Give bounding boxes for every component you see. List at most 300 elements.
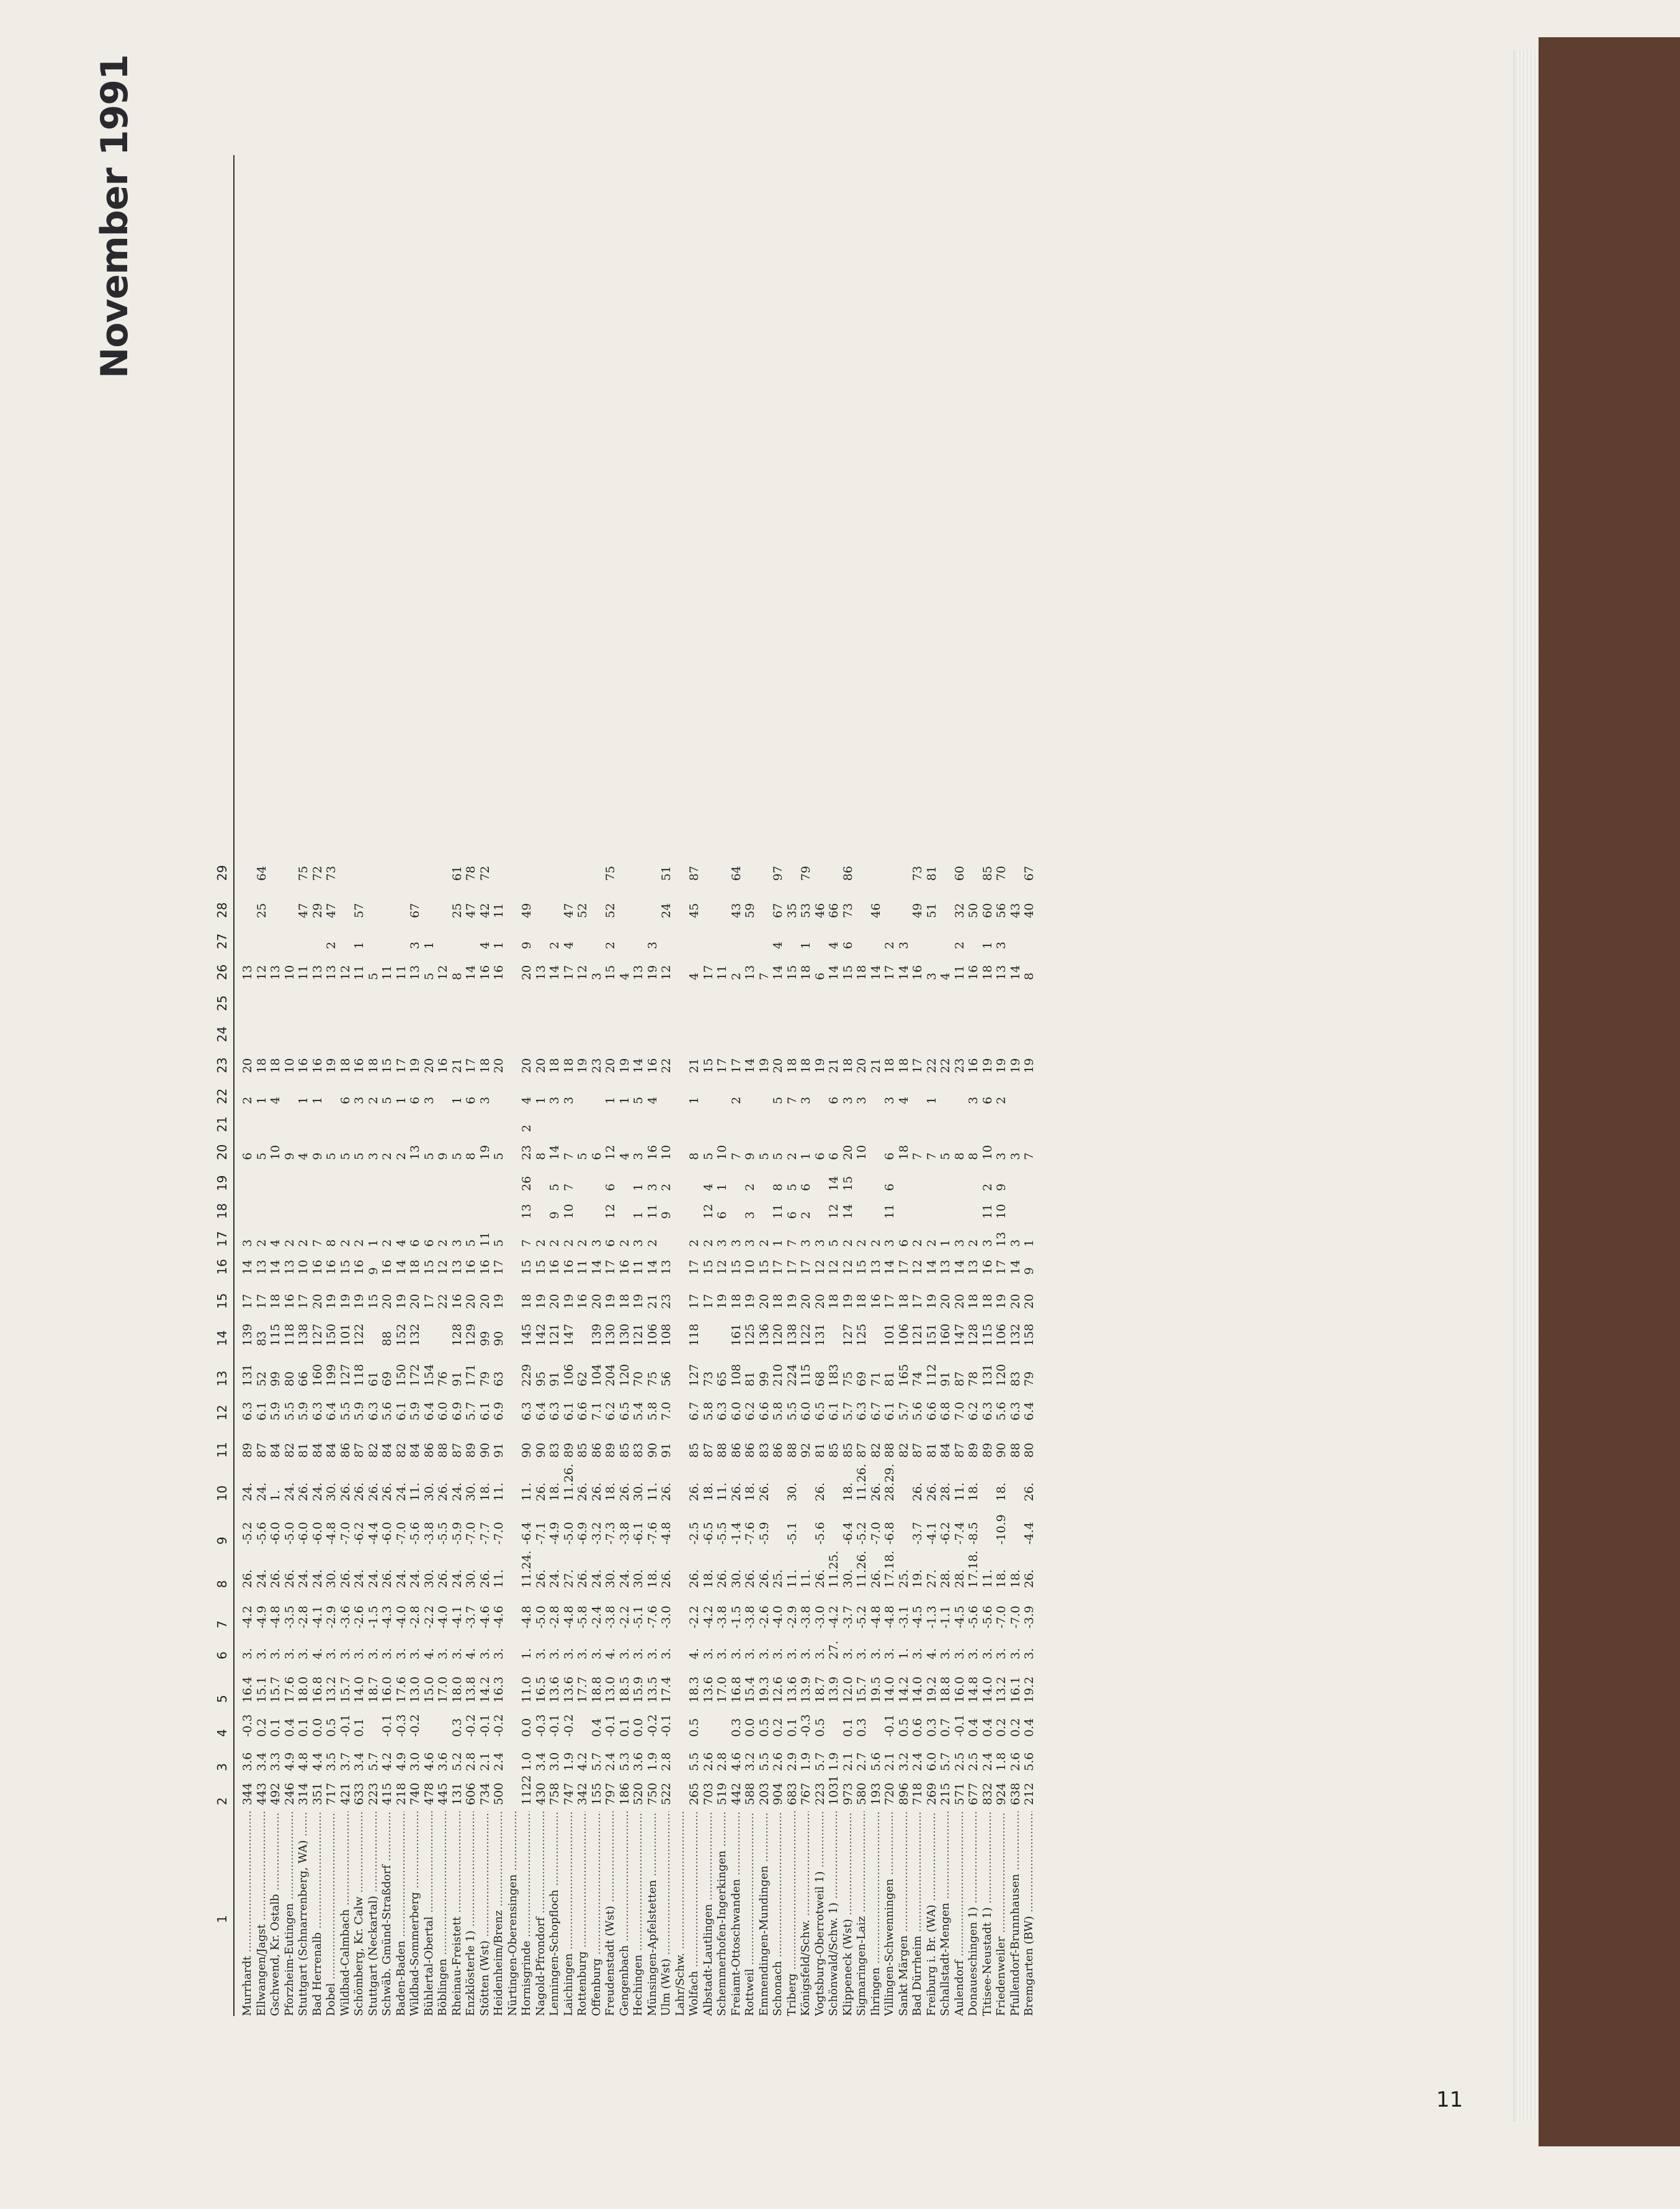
table-cell: 26. xyxy=(687,1569,701,1588)
table-cell: 2 xyxy=(729,1096,743,1104)
table-cell: 19 xyxy=(1008,1058,1022,1073)
table-cell: 78 xyxy=(464,865,478,881)
table-cell: 1 xyxy=(980,941,994,949)
table-row xyxy=(785,155,799,2016)
table-row xyxy=(1009,155,1022,2016)
table-cell: 13 xyxy=(241,965,254,980)
table-cell: 10 xyxy=(659,1145,673,1160)
table-cell: 7 xyxy=(911,1152,924,1160)
table-cell: 9 xyxy=(1022,1267,1036,1275)
table-cell: 25. xyxy=(771,1569,785,1588)
table-cell: 3. xyxy=(408,1648,422,1659)
table-cell: 11.26. xyxy=(855,1463,869,1501)
table-cell: 26. xyxy=(534,1482,548,1501)
table-cell: 6.4 xyxy=(324,1401,338,1421)
table-cell: 118 xyxy=(282,1323,297,1346)
table-cell: 25 xyxy=(450,903,464,918)
table-cell: 0.2 xyxy=(1008,1718,1022,1737)
table-cell: 26. xyxy=(352,1482,366,1501)
table-cell: 4.8 xyxy=(297,1752,310,1771)
table-row xyxy=(687,155,701,2016)
table-cell: 121 xyxy=(911,1323,924,1346)
table-cell: 2.1 xyxy=(883,1752,896,1771)
table-cell: 65 xyxy=(715,1371,729,1386)
table-cell: 81 xyxy=(297,1442,310,1458)
table-cell: -7.0 xyxy=(1008,1605,1022,1628)
table-cell: 24. xyxy=(394,1482,408,1501)
table-cell: 20 xyxy=(478,1293,492,1309)
table-cell: 49 xyxy=(520,903,534,918)
table-cell: 25. xyxy=(896,1569,911,1588)
table-cell: 18 xyxy=(980,1293,994,1309)
table-cell: 2 xyxy=(617,1239,632,1247)
table-cell: 85 xyxy=(576,1442,589,1458)
station-name: Offenburg ..... xyxy=(590,1811,603,2016)
table-cell: 12 xyxy=(701,1203,715,1219)
table-cell: 11 xyxy=(380,965,394,980)
table-cell: 3.4 xyxy=(254,1752,269,1771)
table-cell: 147 xyxy=(952,1323,967,1346)
table-cell: 17 xyxy=(241,1293,254,1309)
table-cell: 18. xyxy=(994,1482,1008,1501)
table-cell: 79 xyxy=(478,1371,492,1386)
table-cell: 20 xyxy=(534,1058,548,1073)
table-cell: 6.4 xyxy=(1022,1401,1036,1421)
table-cell: 19 xyxy=(813,1058,827,1073)
table-cell: 19 xyxy=(492,1293,506,1309)
table-cell: 16 xyxy=(478,1259,492,1275)
table-cell: 71 xyxy=(869,1371,883,1386)
table-cell: 160 xyxy=(310,1363,324,1386)
table-cell: 10 xyxy=(269,1145,282,1160)
table-cell: 81 xyxy=(743,1371,757,1386)
table-cell: -0.1 xyxy=(338,1714,352,1737)
table-cell: 3.0 xyxy=(548,1752,561,1771)
table-cell: 19 xyxy=(478,1145,492,1160)
table-cell: 3. xyxy=(980,1648,994,1659)
table-cell: 19 xyxy=(324,1058,338,1073)
table-cell: 121 xyxy=(548,1323,561,1346)
table-cell: 3 xyxy=(632,1239,645,1247)
table-cell: 683 xyxy=(785,1782,799,1805)
table-cell: 70 xyxy=(632,1371,645,1386)
table-cell: 11 xyxy=(297,965,310,980)
table-cell: 9 xyxy=(436,1152,450,1160)
table-cell: 2.6 xyxy=(771,1752,785,1771)
table-cell: 4.6 xyxy=(729,1752,743,1771)
table-cell: 87 xyxy=(254,1442,269,1458)
table-cell: 106 xyxy=(994,1323,1008,1346)
table-cell: 79 xyxy=(799,865,813,881)
table-cell: 26. xyxy=(380,1482,394,1501)
table-cell: 3. xyxy=(324,1648,338,1659)
station-name: Murrhardt ..... xyxy=(241,1811,254,2016)
table-cell: 6 xyxy=(422,1239,436,1247)
table-cell: 14 xyxy=(883,1259,896,1275)
table-cell: 78 xyxy=(967,1371,980,1386)
table-cell: 0.1 xyxy=(617,1718,632,1737)
table-cell: 26 xyxy=(520,1176,534,1191)
table-cell: 1 xyxy=(534,1096,548,1104)
table-cell: 2 xyxy=(729,972,743,980)
table-cell: 30. xyxy=(324,1482,338,1501)
table-cell: 13 xyxy=(869,1259,883,1275)
table-cell: 131 xyxy=(241,1363,254,1386)
table-cell: 2 xyxy=(394,1152,408,1160)
column-header-16: 16 xyxy=(215,1259,230,1275)
table-cell: 86 xyxy=(338,1442,352,1458)
table-cell: 125 xyxy=(855,1323,869,1346)
table-cell: 15 xyxy=(729,1259,743,1275)
table-cell: 26. xyxy=(813,1569,827,1588)
table-cell: 15 xyxy=(534,1259,548,1275)
table-cell: 17 xyxy=(729,1058,743,1073)
table-cell: 421 xyxy=(338,1782,352,1805)
table-cell: 45 xyxy=(687,903,701,918)
table-cell: 13 xyxy=(282,1259,297,1275)
table-cell: -6.4 xyxy=(520,1522,534,1545)
table-row xyxy=(352,155,366,2016)
table-row xyxy=(702,155,715,2016)
table-cell: 16 xyxy=(967,1058,980,1073)
table-cell: 19. xyxy=(911,1569,924,1588)
table-cell: 69 xyxy=(855,1371,869,1386)
table-cell: 3 xyxy=(994,941,1008,949)
station-name: Wolfach ..... xyxy=(687,1811,700,2016)
table-cell: 24. xyxy=(589,1569,604,1588)
table-cell: 10 xyxy=(980,1145,994,1160)
table-cell: 26. xyxy=(813,1482,827,1501)
column-header-4: 4 xyxy=(215,1729,230,1737)
table-cell: 15 xyxy=(604,965,617,980)
table-cell: 896 xyxy=(896,1782,911,1805)
table-cell: 86 xyxy=(771,1442,785,1458)
table-cell: 18 xyxy=(520,1293,534,1309)
station-name: Hechingen ..... xyxy=(632,1811,645,2016)
table-cell: 30. xyxy=(422,1482,436,1501)
station-name: Schönwald/Schw. 1) ..... xyxy=(827,1811,840,2016)
table-cell: -4.6 xyxy=(492,1605,506,1628)
table-cell: 3 xyxy=(896,941,911,949)
table-cell: 718 xyxy=(911,1782,924,1805)
table-cell: 13 xyxy=(310,965,324,980)
table-cell: 20 xyxy=(771,1058,785,1073)
table-cell: 73 xyxy=(324,865,338,881)
table-cell: 13 xyxy=(254,1259,269,1275)
table-cell: 6.1 xyxy=(827,1401,841,1421)
table-cell: 13 xyxy=(408,1145,422,1160)
table-cell: 68 xyxy=(813,1371,827,1386)
table-cell: 3 xyxy=(1008,1152,1022,1160)
table-cell: 73 xyxy=(701,1371,715,1386)
table-cell: 6.1 xyxy=(254,1401,269,1421)
table-cell: 24. xyxy=(352,1569,366,1588)
table-cell: 30. xyxy=(464,1569,478,1588)
table-cell: 3. xyxy=(338,1648,352,1659)
table-cell: 17 xyxy=(994,1259,1008,1275)
table-cell: 2 xyxy=(855,1239,869,1247)
table-cell: 15.7 xyxy=(269,1676,282,1703)
table-cell: 14 xyxy=(548,965,561,980)
table-cell: 9 xyxy=(282,1152,297,1160)
table-cell: 14 xyxy=(464,965,478,980)
table-cell: 1 xyxy=(254,1096,269,1104)
table-cell: 130 xyxy=(604,1323,617,1346)
table-cell: 14 xyxy=(269,1259,282,1275)
table-cell: 19.2 xyxy=(924,1676,939,1703)
table-cell: 2 xyxy=(799,1211,813,1219)
table-cell: 5.6 xyxy=(1022,1752,1036,1771)
table-cell: 6 xyxy=(813,972,827,980)
table-cell: -2.8 xyxy=(548,1605,561,1628)
column-header-12: 12 xyxy=(215,1404,230,1421)
table-cell: 19 xyxy=(924,1293,939,1309)
table-cell: 26. xyxy=(366,1482,380,1501)
table-cell: 127 xyxy=(841,1323,855,1346)
table-cell: 18 xyxy=(967,1293,980,1309)
table-cell: 16 xyxy=(464,1259,478,1275)
station-name: Sigmaringen-Laiz ..... xyxy=(855,1811,868,2016)
table-cell: 224 xyxy=(785,1363,799,1386)
table-cell: -1.4 xyxy=(729,1522,743,1545)
table-cell: 7 xyxy=(785,1239,799,1247)
table-cell: 6.3 xyxy=(310,1401,324,1421)
table-cell: -7.0 xyxy=(394,1522,408,1545)
table-cell: 14 xyxy=(241,1259,254,1275)
table-cell: 0.4 xyxy=(282,1718,297,1737)
table-cell: 16 xyxy=(478,965,492,980)
table-cell: 17.6 xyxy=(394,1676,408,1703)
table-cell: 18 xyxy=(896,1145,911,1160)
table-cell: 720 xyxy=(883,1782,896,1805)
table-cell: 11 xyxy=(576,1259,589,1275)
table-cell: 28. xyxy=(952,1569,967,1588)
table-cell: 125 xyxy=(743,1323,757,1346)
table-cell: 5.6 xyxy=(380,1401,394,1421)
table-cell: 18. xyxy=(604,1482,617,1501)
table-cell: 1 xyxy=(422,941,436,949)
table-row xyxy=(632,155,645,2016)
table-cell: -4.2 xyxy=(241,1605,254,1628)
table-cell: -7.7 xyxy=(478,1522,492,1545)
table-cell: 10 xyxy=(282,1058,297,1073)
table-cell: 3. xyxy=(380,1648,394,1659)
table-cell: -7.0 xyxy=(994,1605,1008,1628)
table-cell: 5.7 xyxy=(813,1752,827,1771)
table-cell: 6.8 xyxy=(939,1401,952,1421)
table-cell: 19 xyxy=(757,1058,771,1073)
table-cell: 25 xyxy=(254,903,269,918)
table-cell: 13.0 xyxy=(408,1676,422,1703)
table-cell: 0.7 xyxy=(939,1718,952,1737)
station-name: Stötten (Wst) ..... xyxy=(478,1811,491,2016)
table-cell: 61 xyxy=(450,865,464,881)
table-cell: 22 xyxy=(924,1058,939,1073)
table-cell: 519 xyxy=(715,1782,729,1805)
table-cell: -8.5 xyxy=(967,1522,980,1545)
table-cell: 3. xyxy=(911,1648,924,1659)
table-cell: 11.26. xyxy=(561,1463,576,1501)
table-cell: -3.5 xyxy=(282,1605,297,1628)
table-cell: 6.6 xyxy=(576,1401,589,1421)
table-cell: 14 xyxy=(632,1058,645,1073)
table-cell: 5 xyxy=(324,1152,338,1160)
table-cell: 14.8 xyxy=(967,1676,980,1703)
table-cell: 12 xyxy=(715,1259,729,1275)
table-cell: 14.0 xyxy=(352,1676,366,1703)
table-cell: 717 xyxy=(324,1782,338,1805)
table-cell: -2.9 xyxy=(785,1605,799,1628)
table-cell: 24 xyxy=(659,903,673,918)
table-cell: -0.3 xyxy=(799,1714,813,1737)
table-cell: 14.2 xyxy=(478,1676,492,1703)
table-cell: 16 xyxy=(352,1058,366,1073)
table-cell: -7.3 xyxy=(604,1522,617,1545)
table-cell: 6.3 xyxy=(855,1401,869,1421)
table-cell: -5.9 xyxy=(757,1522,771,1545)
table-cell: 17.4 xyxy=(659,1676,673,1703)
table-cell: 18.8 xyxy=(939,1676,952,1703)
table-cell: 17.18. xyxy=(883,1550,896,1588)
table-cell: 18 xyxy=(799,965,813,980)
table-cell: 53 xyxy=(799,903,813,918)
table-cell: 2.5 xyxy=(952,1752,967,1771)
table-cell: 6.4 xyxy=(534,1401,548,1421)
table-cell: 82 xyxy=(366,1442,380,1458)
table-row xyxy=(520,155,534,2016)
table-cell: 265 xyxy=(687,1782,701,1805)
table-cell: -4.0 xyxy=(771,1605,785,1628)
table-cell: 11 xyxy=(980,1203,994,1219)
table-cell: -5.2 xyxy=(855,1522,869,1545)
station-name: Freudenstadt (Wst) ..... xyxy=(604,1811,617,2016)
table-cell: 30. xyxy=(464,1482,478,1501)
table-cell: 2 xyxy=(659,1183,673,1191)
table-cell: 19 xyxy=(352,1293,366,1309)
table-cell: 17 xyxy=(492,1259,506,1275)
table-cell: 16 xyxy=(492,965,506,980)
column-header-5: 5 xyxy=(215,1695,230,1703)
table-cell: 115 xyxy=(269,1323,282,1346)
table-cell: 2.4 xyxy=(980,1752,994,1771)
table-cell: -5.2 xyxy=(855,1605,869,1628)
table-cell: 14 xyxy=(924,1259,939,1275)
table-cell: 17 xyxy=(561,965,576,980)
table-cell: 13 xyxy=(408,965,422,980)
table-cell: 6 xyxy=(883,1183,896,1191)
table-cell: 131 xyxy=(813,1323,827,1346)
table-cell: 18.0 xyxy=(297,1676,310,1703)
table-cell: 5 xyxy=(422,1152,436,1160)
table-cell: 19 xyxy=(841,1293,855,1309)
table-cell: 2.6 xyxy=(701,1752,715,1771)
table-cell: -6.1 xyxy=(632,1522,645,1545)
table-cell: 2.6 xyxy=(1008,1752,1022,1771)
table-cell: 2.7 xyxy=(855,1752,869,1771)
table-cell: 63 xyxy=(492,1371,506,1386)
table-cell: 3. xyxy=(1022,1648,1036,1659)
page-number: 11 xyxy=(1436,2087,1463,2112)
table-cell: 2 xyxy=(520,1124,534,1132)
table-cell: -4.8 xyxy=(269,1605,282,1628)
table-cell: 82 xyxy=(869,1442,883,1458)
page-title: November 1991 xyxy=(93,55,136,378)
table-cell: 3 xyxy=(729,1239,743,1247)
table-cell: 23 xyxy=(520,1145,534,1160)
table-cell: 415 xyxy=(380,1782,394,1805)
table-cell: -3.0 xyxy=(813,1605,827,1628)
column-header-10: 10 xyxy=(215,1485,230,1501)
table-cell: 3 xyxy=(715,1239,729,1247)
table-cell: 3 xyxy=(883,1096,896,1104)
table-cell: 15 xyxy=(757,1259,771,1275)
table-cell: 3. xyxy=(715,1648,729,1659)
table-cell: 1 xyxy=(939,1239,952,1247)
table-cell: 11 xyxy=(632,1259,645,1275)
table-cell: 15 xyxy=(701,1259,715,1275)
station-name: Villingen-Schwenningen ..... xyxy=(883,1811,896,2016)
table-cell: 6.0 xyxy=(799,1401,813,1421)
table-cell: -5.6 xyxy=(967,1605,980,1628)
station-name: Baden-Baden ..... xyxy=(395,1811,408,2016)
table-row xyxy=(855,155,869,2016)
weather-data-table xyxy=(211,155,1110,2016)
table-cell: 0.5 xyxy=(813,1718,827,1737)
table-cell: 6.9 xyxy=(492,1401,506,1421)
table-row xyxy=(771,155,785,2016)
table-cell: 13.6 xyxy=(548,1676,561,1703)
table-cell: 12 xyxy=(576,965,589,980)
table-cell: 81 xyxy=(924,865,939,881)
table-cell: 3. xyxy=(297,1648,310,1659)
table-cell: 19.2 xyxy=(1022,1676,1036,1703)
table-cell: 3 xyxy=(743,1211,757,1219)
table-cell: 1 xyxy=(450,1096,464,1104)
station-name: Freiburg i. Br. (WA) ..... xyxy=(925,1811,938,2016)
table-cell: -0.1 xyxy=(478,1714,492,1737)
table-cell: 24. xyxy=(310,1482,324,1501)
table-cell: 2 xyxy=(645,1239,659,1247)
table-cell: 229 xyxy=(520,1363,534,1386)
table-cell: 6.1 xyxy=(394,1401,408,1421)
table-cell: 12 xyxy=(338,965,352,980)
table-cell: 90 xyxy=(478,1442,492,1458)
table-row xyxy=(883,155,896,2016)
table-cell: 106 xyxy=(896,1323,911,1346)
table-cell: 7 xyxy=(924,1152,939,1160)
table-row xyxy=(730,155,743,2016)
table-cell: -5.1 xyxy=(632,1605,645,1628)
table-cell: 1 xyxy=(366,1239,380,1247)
table-cell: 6.1 xyxy=(883,1401,896,1421)
station-name: Ihringen ..... xyxy=(869,1811,882,2016)
table-cell: -2.2 xyxy=(617,1605,632,1628)
table-cell: 11. xyxy=(520,1482,534,1501)
table-cell: 3. xyxy=(659,1648,673,1659)
table-cell: 478 xyxy=(422,1782,436,1805)
table-cell: 80 xyxy=(1022,1442,1036,1458)
table-cell: 139 xyxy=(589,1323,604,1346)
table-cell: 3 xyxy=(924,972,939,980)
table-cell: 26. xyxy=(436,1482,450,1501)
table-cell: 26. xyxy=(297,1482,310,1501)
table-cell: 18. xyxy=(478,1482,492,1501)
table-cell: 26. xyxy=(715,1569,729,1588)
table-cell: -3.8 xyxy=(617,1522,632,1545)
table-cell: 74 xyxy=(911,1371,924,1386)
table-cell: 13 xyxy=(939,1259,952,1275)
table-cell: 3 xyxy=(645,1183,659,1191)
